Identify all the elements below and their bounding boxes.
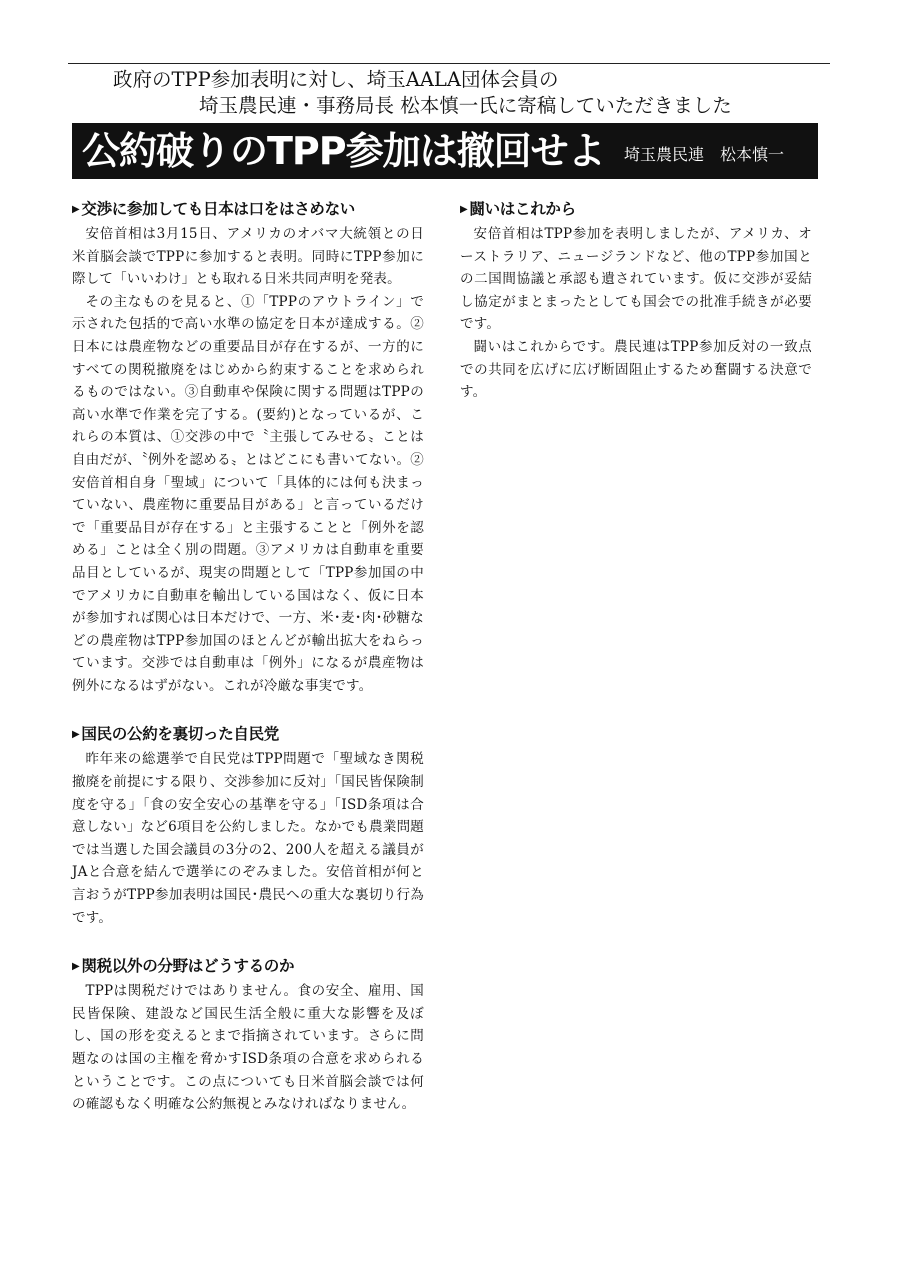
section-heading-text: 国民の公約を裏切った自民党 xyxy=(81,725,279,744)
paragraph: 安倍首相は3月15日、アメリカのオバマ大統領との日米首脳会談でTPPに参加すると表明。同時にTPP参加に際して「いいわけ」とも取れる日米共同声明を発表。 xyxy=(72,226,424,288)
triangle-bullet-icon: ▶ xyxy=(72,729,80,741)
section-heading-text: 闘いはこれから xyxy=(469,200,576,218)
intro-line-1: 政府のTPP参加表明に対し、埼玉AALA団体会員の xyxy=(113,68,559,91)
triangle-bullet-icon: ▶ xyxy=(72,204,80,215)
section-heading-text: 関税以外の分野はどうするのか xyxy=(81,957,295,976)
paragraph: 闘いはこれからです。農民連はTPP参加反対の一致点での共同を広げに広げ断固阻止するため奮闘する決意です。 xyxy=(460,338,812,401)
article-title: 公約破りのTPP参加は撤回せよ xyxy=(82,129,605,173)
triangle-bullet-icon: ▶ xyxy=(460,204,468,215)
top-rule xyxy=(68,63,830,64)
paragraph: その主なものを見ると、①「TPPのアウトライン」で示された包括的で高い水準の協定を日本が達成する。②日本には農産物などの重要品目が存在するが、一方的にすべての関税撤廃をはじめから約束することを求められるものではない。③自動車や保険に関する問題はTPPの高い水準で作業を完了する。(要約)となっているが、これらの本質は、①交渉の中で〝主張してみせる〟ことは自由だが、〝例外を認める〟とはどこにも書いてない。②安倍首相自身「聖域」について「具体的には何も決まっていない、農産物に重要品目がある」と言っているだけで「重要品目が存在する」と主張することと「例外を認める」ことは全く別の問題。③アメリカは自動車を重要品目としているが、現実の問題として「TPP参加国の中でアメリカに自動車を輸出している国はなく、仮に日本が参加すれば関心は日本だけで、一方、米･麦･肉･砂糖などの農産物はTPP参加国のほとんどが輸出拡大をねらっています。交渉では自動車は「例外」になるが農産物は例外になるはずがない。これが冷厳な事実です。 xyxy=(72,293,424,694)
section-heading xyxy=(72,198,424,221)
left-column xyxy=(72,198,424,1142)
section-heading-text: 交渉に参加しても日本は口をはさめない xyxy=(81,200,355,218)
right-column xyxy=(460,198,812,430)
triangle-bullet-icon: ▶ xyxy=(72,961,80,973)
section-heading xyxy=(460,198,812,221)
section-fight-ahead xyxy=(460,198,812,404)
section-ldp-promise xyxy=(72,723,424,929)
title-banner xyxy=(72,123,818,179)
paragraph: 安倍首相はTPP参加を表明しましたが、アメリカ、オーストラリア、ニュージランドなど、他のTPP参加国との二国間協議と承認も遺されています。仮に交渉が妥結し協定がまとまったとしても国会での批准手続きが必要です。 xyxy=(460,226,812,333)
intro-line-2: 埼玉農民連・事務局長 松本慎一氏に寄稿していただきました xyxy=(199,94,732,117)
paragraph: TPPは関税だけではありません。食の安全、雇用、国民皆保険、建設など国民生活全般に重大な影響を及ぼし、国の形を変えるとまで指摘されています。さらに問題なのは国の主権を脅かすISD条項の合意を求められるということです。この点についても日米首脳会談では何の確認もなく明確な公約無視とみなければなりません。 xyxy=(72,983,424,1113)
paragraph: 昨年来の総選挙で自民党はTPP問題で「聖域なき関税撤廃を前提にする限り、交渉参加に反対」「国民皆保険制度を守る」「食の安全安心の基準を守る」「ISD条項は合意しない」など6項目を公約しました。なかでも農業問題では当選した国会議員の3分の2、200人を超える議員がJAと合意を結んで選挙にのぞみました。安倍首相が何と言おうがTPP参加表明は国民･農民への重大な裏切り行為です。 xyxy=(72,751,424,926)
section-non-tariff xyxy=(72,955,424,1116)
section-heading xyxy=(72,955,424,978)
section-heading xyxy=(72,723,424,746)
article-author: 埼玉農民連 松本慎一 xyxy=(624,145,785,164)
section-negotiation xyxy=(72,198,424,697)
